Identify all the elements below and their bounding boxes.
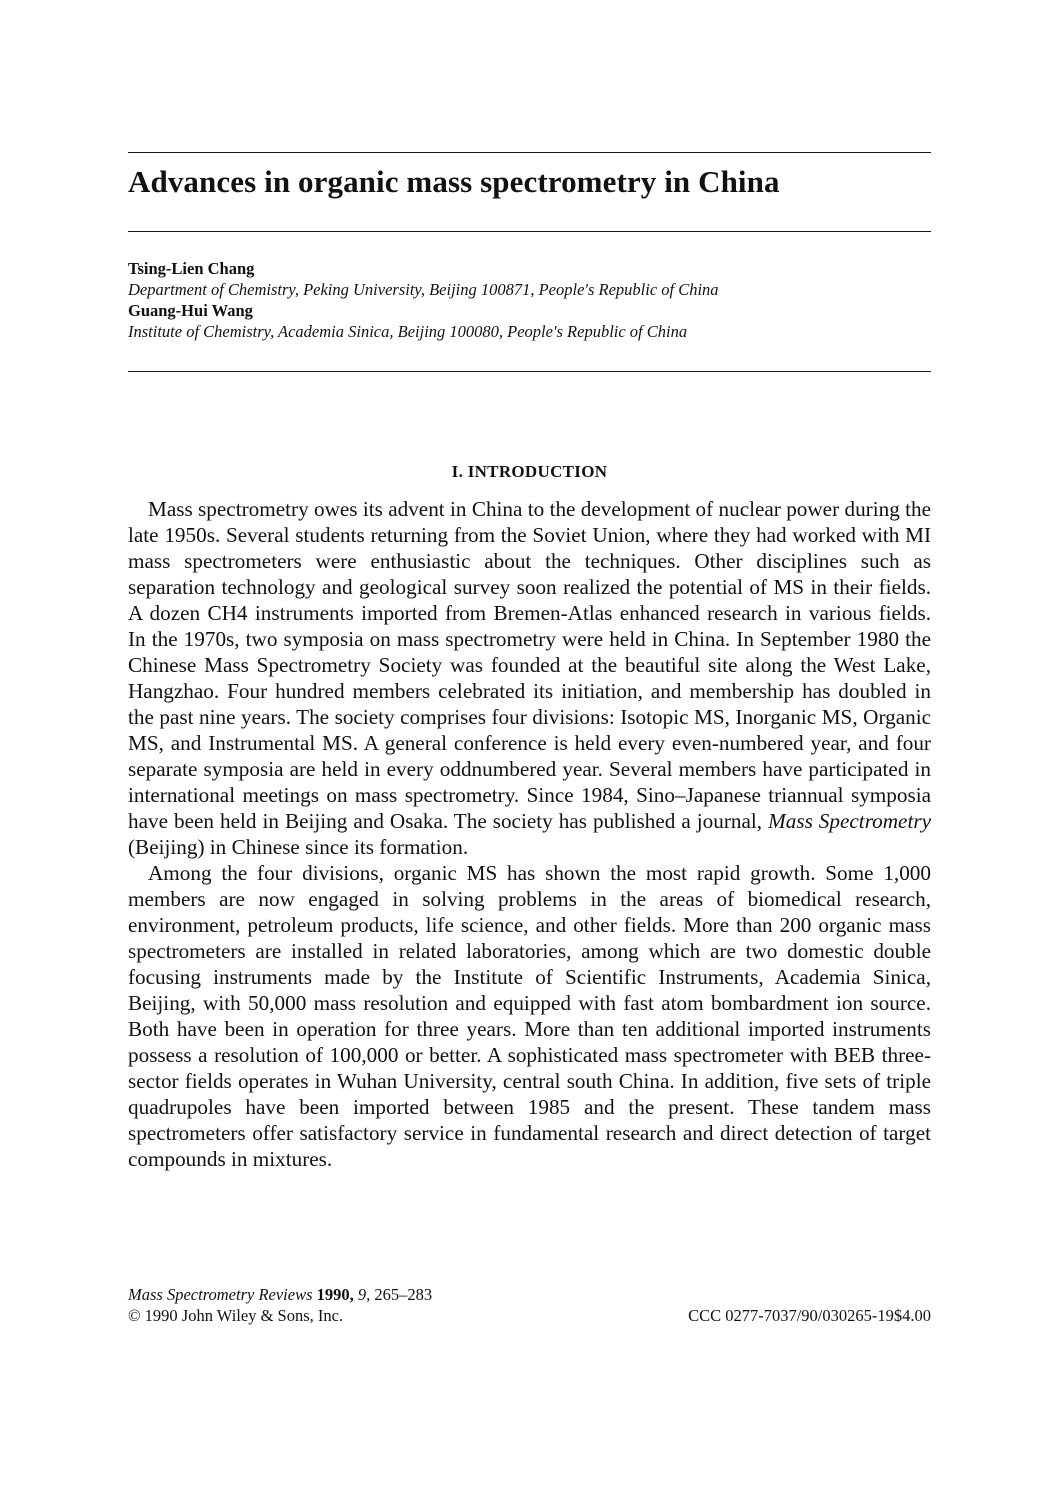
journal-pages: 265–283 xyxy=(374,1285,433,1304)
author-block xyxy=(128,258,719,342)
author-name: Guang-Hui Wang xyxy=(128,301,253,320)
paragraph-text: Mass spectrometry owes its advent in China to the development of nuclear power during the late 1950s. Several students returning from the Soviet Union, where they had worked with MI mass spectrometers were enthusiastic about the techniques. Other disciplines such as separation technology and geological survey soon realized the potential of MS in their fields. A dozen CH4 instruments imported from Bremen-Atlas enhanced research in various fields. In the 1970s, two symposia on mass spectrometry were held in China. In September 1980 the Chinese Mass Spectrometry Society was founded at the beautiful site along the West Lake, Hangzhao. Four hundred members celebrated its initiation, and membership has doubled in the past nine years. The society comprises four divisions: Isotopic MS, Inorganic MS, Organic MS, and Instrumental MS. A general conference is held every even-numbered year, and four separate symposia are held in every oddnumbered year. Several members have participated in international meetings on mass spectrometry. Since 1984, Sino–Japanese triannual symposia have been held in Beijing and Osaka. The society has published a journal, xyxy=(128,497,931,833)
ccc-code: CCC 0277-7037/90/030265-19$4.00 xyxy=(688,1306,931,1325)
copyright: © 1990 John Wiley & Sons, Inc. xyxy=(128,1306,344,1325)
footer xyxy=(128,1284,931,1326)
top-rule xyxy=(128,152,931,153)
paragraph: Among the four divisions, organic MS has shown the most rapid growth. Some 1,000 members are now engaged in solving problems in the areas of biomedical research, environment, petroleum products, life science, and other fields. More than 200 organic mass spectrometers are installed in related laboratories, among which are two domestic double focusing instruments made by the Institute of Scientific Instruments, Academia Sinica, Beijing, with 50,000 mass resolution and equipped with fast atom bombardment ion source. Both have been in operation for three years. More than ten additional imported instruments possess a resolution of 100,000 or better. A sophisticated mass spectrometer with BEB threesector fields operates in Wuhan University, central south China. In addition, five sets of triple quadrupoles have been imported between 1985 and the present. These tandem mass spectrometers offer satisfactory service in fundamental research and direct detection of target compounds in mixtures. xyxy=(128,861,931,1171)
author-affiliation: Institute of Chemistry, Academia Sinica, Beijing 100080, People's Republic of China xyxy=(128,322,688,341)
citation-line xyxy=(128,1284,432,1305)
journal-name: Mass Spectrometry Reviews xyxy=(128,1285,313,1304)
article-title: Advances in organic mass spectrometry in China xyxy=(128,164,780,199)
author-affiliation: Department of Chemistry, Peking University, Beijing 100871, People's Republic of China xyxy=(128,280,719,299)
paragraph xyxy=(128,496,931,860)
body-text xyxy=(128,496,931,1172)
journal-year: 1990, xyxy=(316,1285,354,1304)
author-rule xyxy=(128,371,931,372)
paragraph-text: (Beijing) in Chinese since its formation. xyxy=(128,835,469,859)
section-heading: I. INTRODUCTION xyxy=(451,462,608,481)
title-rule xyxy=(128,231,931,232)
citation xyxy=(128,1284,432,1326)
journal-title-inline: Mass Spectrometry xyxy=(768,809,931,833)
journal-volume: 9, xyxy=(357,1285,371,1304)
author-name: Tsing-Lien Chang xyxy=(128,259,255,278)
